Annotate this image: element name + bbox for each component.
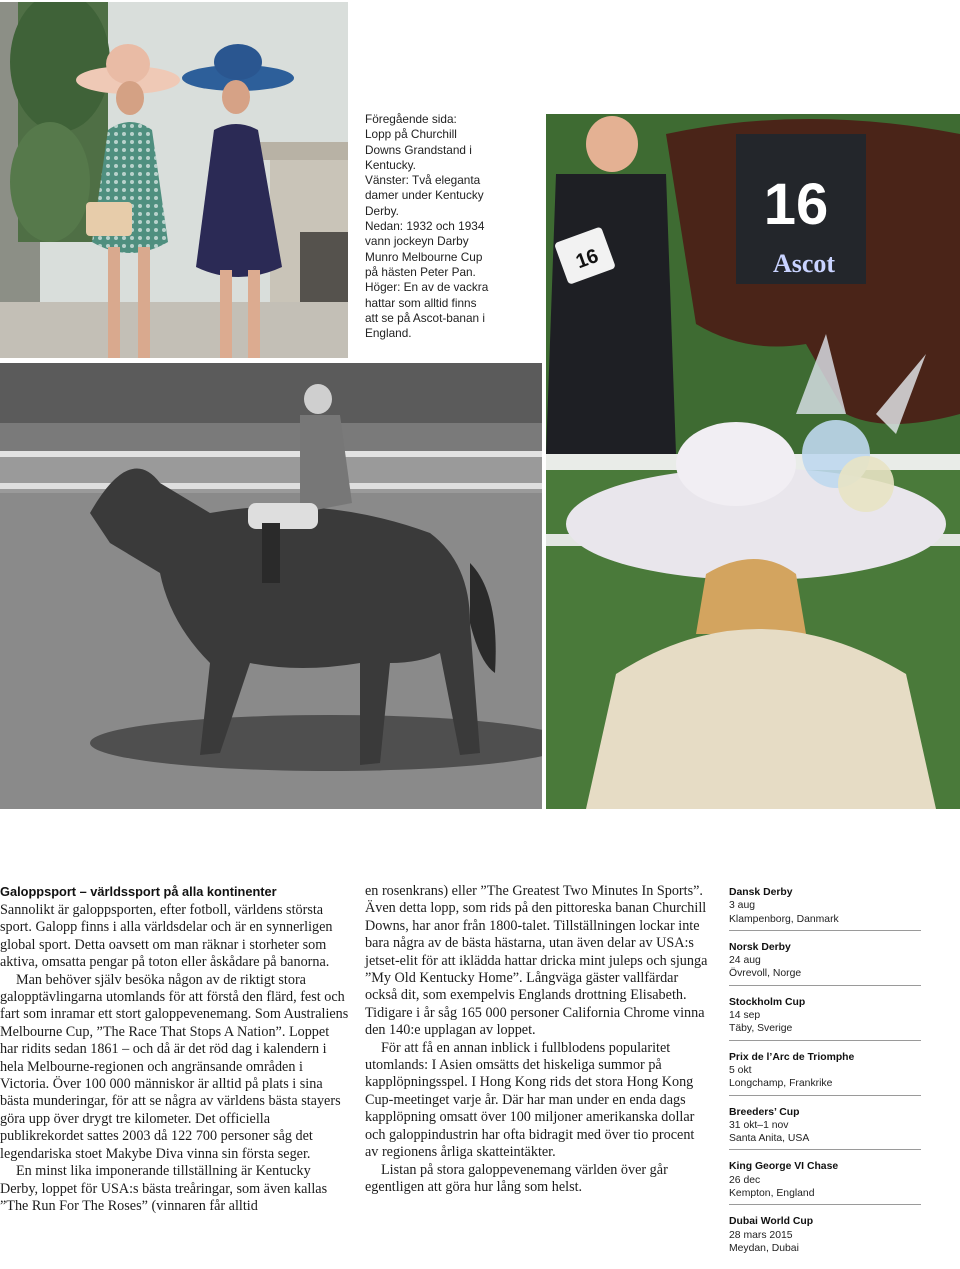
event-date: 31 okt–1 nov [729, 1119, 789, 1131]
caption-line: hattar som alltid finns [365, 295, 477, 310]
event-place: Klampenborg, Danmark [729, 913, 839, 925]
photo-ascot-hat [546, 114, 960, 809]
event-date: 26 dec [729, 1174, 761, 1186]
event-item [729, 1215, 921, 1259]
event-place: Täby, Sverige [729, 1023, 793, 1035]
photo-horse-jockey [0, 363, 542, 809]
caption-line: damer under Kentucky [365, 188, 484, 203]
event-place: Övrevoll, Norge [729, 968, 802, 980]
event-date: 28 mars 2015 [729, 1229, 793, 1241]
event-place: Meydan, Dubai [729, 1242, 799, 1254]
women-hats-illustration [0, 2, 348, 358]
article-paragraph: En minst lika imponerande tillställning är Kentucky Derby, loppet för USA:s bästa treåringar, som även kallas ”The Run For The Roses” (vinnaren får alltid [0, 1163, 328, 1214]
event-date: 24 aug [729, 955, 761, 967]
article-paragraph: Sannolikt är galoppsporten, efter fotboll, världens största sport. Galopp finns i alla världsdelar och är en synnerligen global sport. Detta oavsett om man räknar i storheter som aktiva, omsatta pengar på toton eller åskådare på banorna. [0, 902, 333, 971]
event-item [729, 941, 921, 986]
event-date: 14 sep [729, 1010, 761, 1022]
caption-line: Höger: En av de vackra [365, 280, 489, 295]
saddle-number: 16 [763, 172, 829, 237]
event-name: Dubai World Cup [729, 1216, 814, 1228]
event-name: Stockholm Cup [729, 996, 806, 1008]
event-item [729, 996, 921, 1041]
event-item [729, 1051, 921, 1096]
caption-line: Munro Melbourne Cup [365, 249, 483, 264]
event-place: Kempton, England [729, 1188, 815, 1200]
event-item [729, 1160, 921, 1205]
article-headline: Galoppsport – världssport på alla kontinenter [0, 884, 277, 899]
caption-line: Nedan: 1932 och 1934 [365, 219, 485, 234]
event-name: Breeders’ Cup [729, 1106, 800, 1118]
caption-line: på hästen Peter Pan. [365, 264, 476, 279]
caption-line: Föregående sida: [365, 112, 457, 126]
caption-line: Kentucky. [365, 157, 416, 172]
caption-line: England. [365, 326, 412, 341]
article-column-1 [0, 883, 350, 1215]
photo-caption [365, 112, 525, 341]
event-name: King George VI Chase [729, 1161, 839, 1173]
caption-line: Lopp på Churchill [365, 127, 457, 142]
caption-line: vann jockeyn Darby [365, 234, 469, 249]
event-name: Dansk Derby [729, 887, 793, 898]
article-paragraph: en rosenkrans) eller ”The Greatest Two Minutes In Sports”. Även detta lopp, som rids på den pittoreska banan Churchill Downs, har anor från 1800-talet. Tillställningen lockar inte bara några av de bästa hästarna, utan även delar av USA:s jetset-elit för att iklädda hattar dricka mint juleps och sjunga ”My Old Kentucky Home”. Långväga gäster vallfärdar också dit, som exempelvis Englands drottning Elisabeth. Tidigare i år såg 165 000 personer California Chrome vinna den 140:e upplagan av loppet. [365, 883, 708, 1039]
caption-line: Downs Grandstand i [365, 142, 472, 157]
ascot-hat-illustration [546, 114, 960, 809]
article-paragraph: Man behöver själv besöka någon av de riktigt stora galopptävlingarna utomlands för att förstå den flärd, fest och fart som inramar ett stort galoppevenemang. Som Australiens Melbourne Cup, ”The Race That Stops A Nation”. Loppet har ridits sedan 1861 – och då är det röd dag i kalendern i hela Melbourne-regionen och angränsande områden i Victoria. Över 100 000 människor är alltid på plats i sina bästa munderingar, för att se några av världens bästa stayers göra upp över drygt tre kilometer. Det officiella publikrekordet sattes 2003 då 122 700 personer såg det legendariska stoet Makybe Diva vinna sin första seger. [0, 971, 349, 1162]
events-sidebar [729, 886, 921, 1269]
event-date: 5 okt [729, 1064, 752, 1076]
photo-women-hats [0, 2, 348, 358]
horse-jockey-illustration [0, 363, 542, 809]
armband-number: 16 [573, 244, 602, 274]
event-item [729, 886, 921, 931]
event-place: Santa Anita, USA [729, 1133, 810, 1145]
event-name: Norsk Derby [729, 941, 791, 953]
event-place: Longchamp, Frankrike [729, 1078, 833, 1090]
article-column-2 [365, 883, 710, 1196]
article-paragraph: Listan på stora galoppevenemang världen över går egentligen att göra hur lång som helst. [365, 1161, 668, 1195]
event-item [729, 1106, 921, 1151]
caption-line: Derby. [365, 203, 399, 218]
caption-line: att se på Ascot-banan i [365, 310, 486, 325]
saddle-cloth-text: Ascot [772, 249, 836, 278]
caption-line: Vänster: Två eleganta [365, 173, 481, 188]
event-date: 3 aug [729, 900, 756, 912]
event-name: Prix de l’Arc de Triomphe [729, 1051, 855, 1063]
article-paragraph: För att få en annan inblick i fullblodens popularitet utomlands: I Asien omsätts det hiskeliga summor på kapplöpningsspel. I Hong Kong rids det stora Hong Kong Cup-meetinget varje år. Där har man under en enda dags kapplöpning omsatt över 100 miljoner amerikanska dollar och galoppindustrin har ofta bidragit med över tio procent av regionens årliga skatteintäkter. [365, 1039, 695, 1161]
